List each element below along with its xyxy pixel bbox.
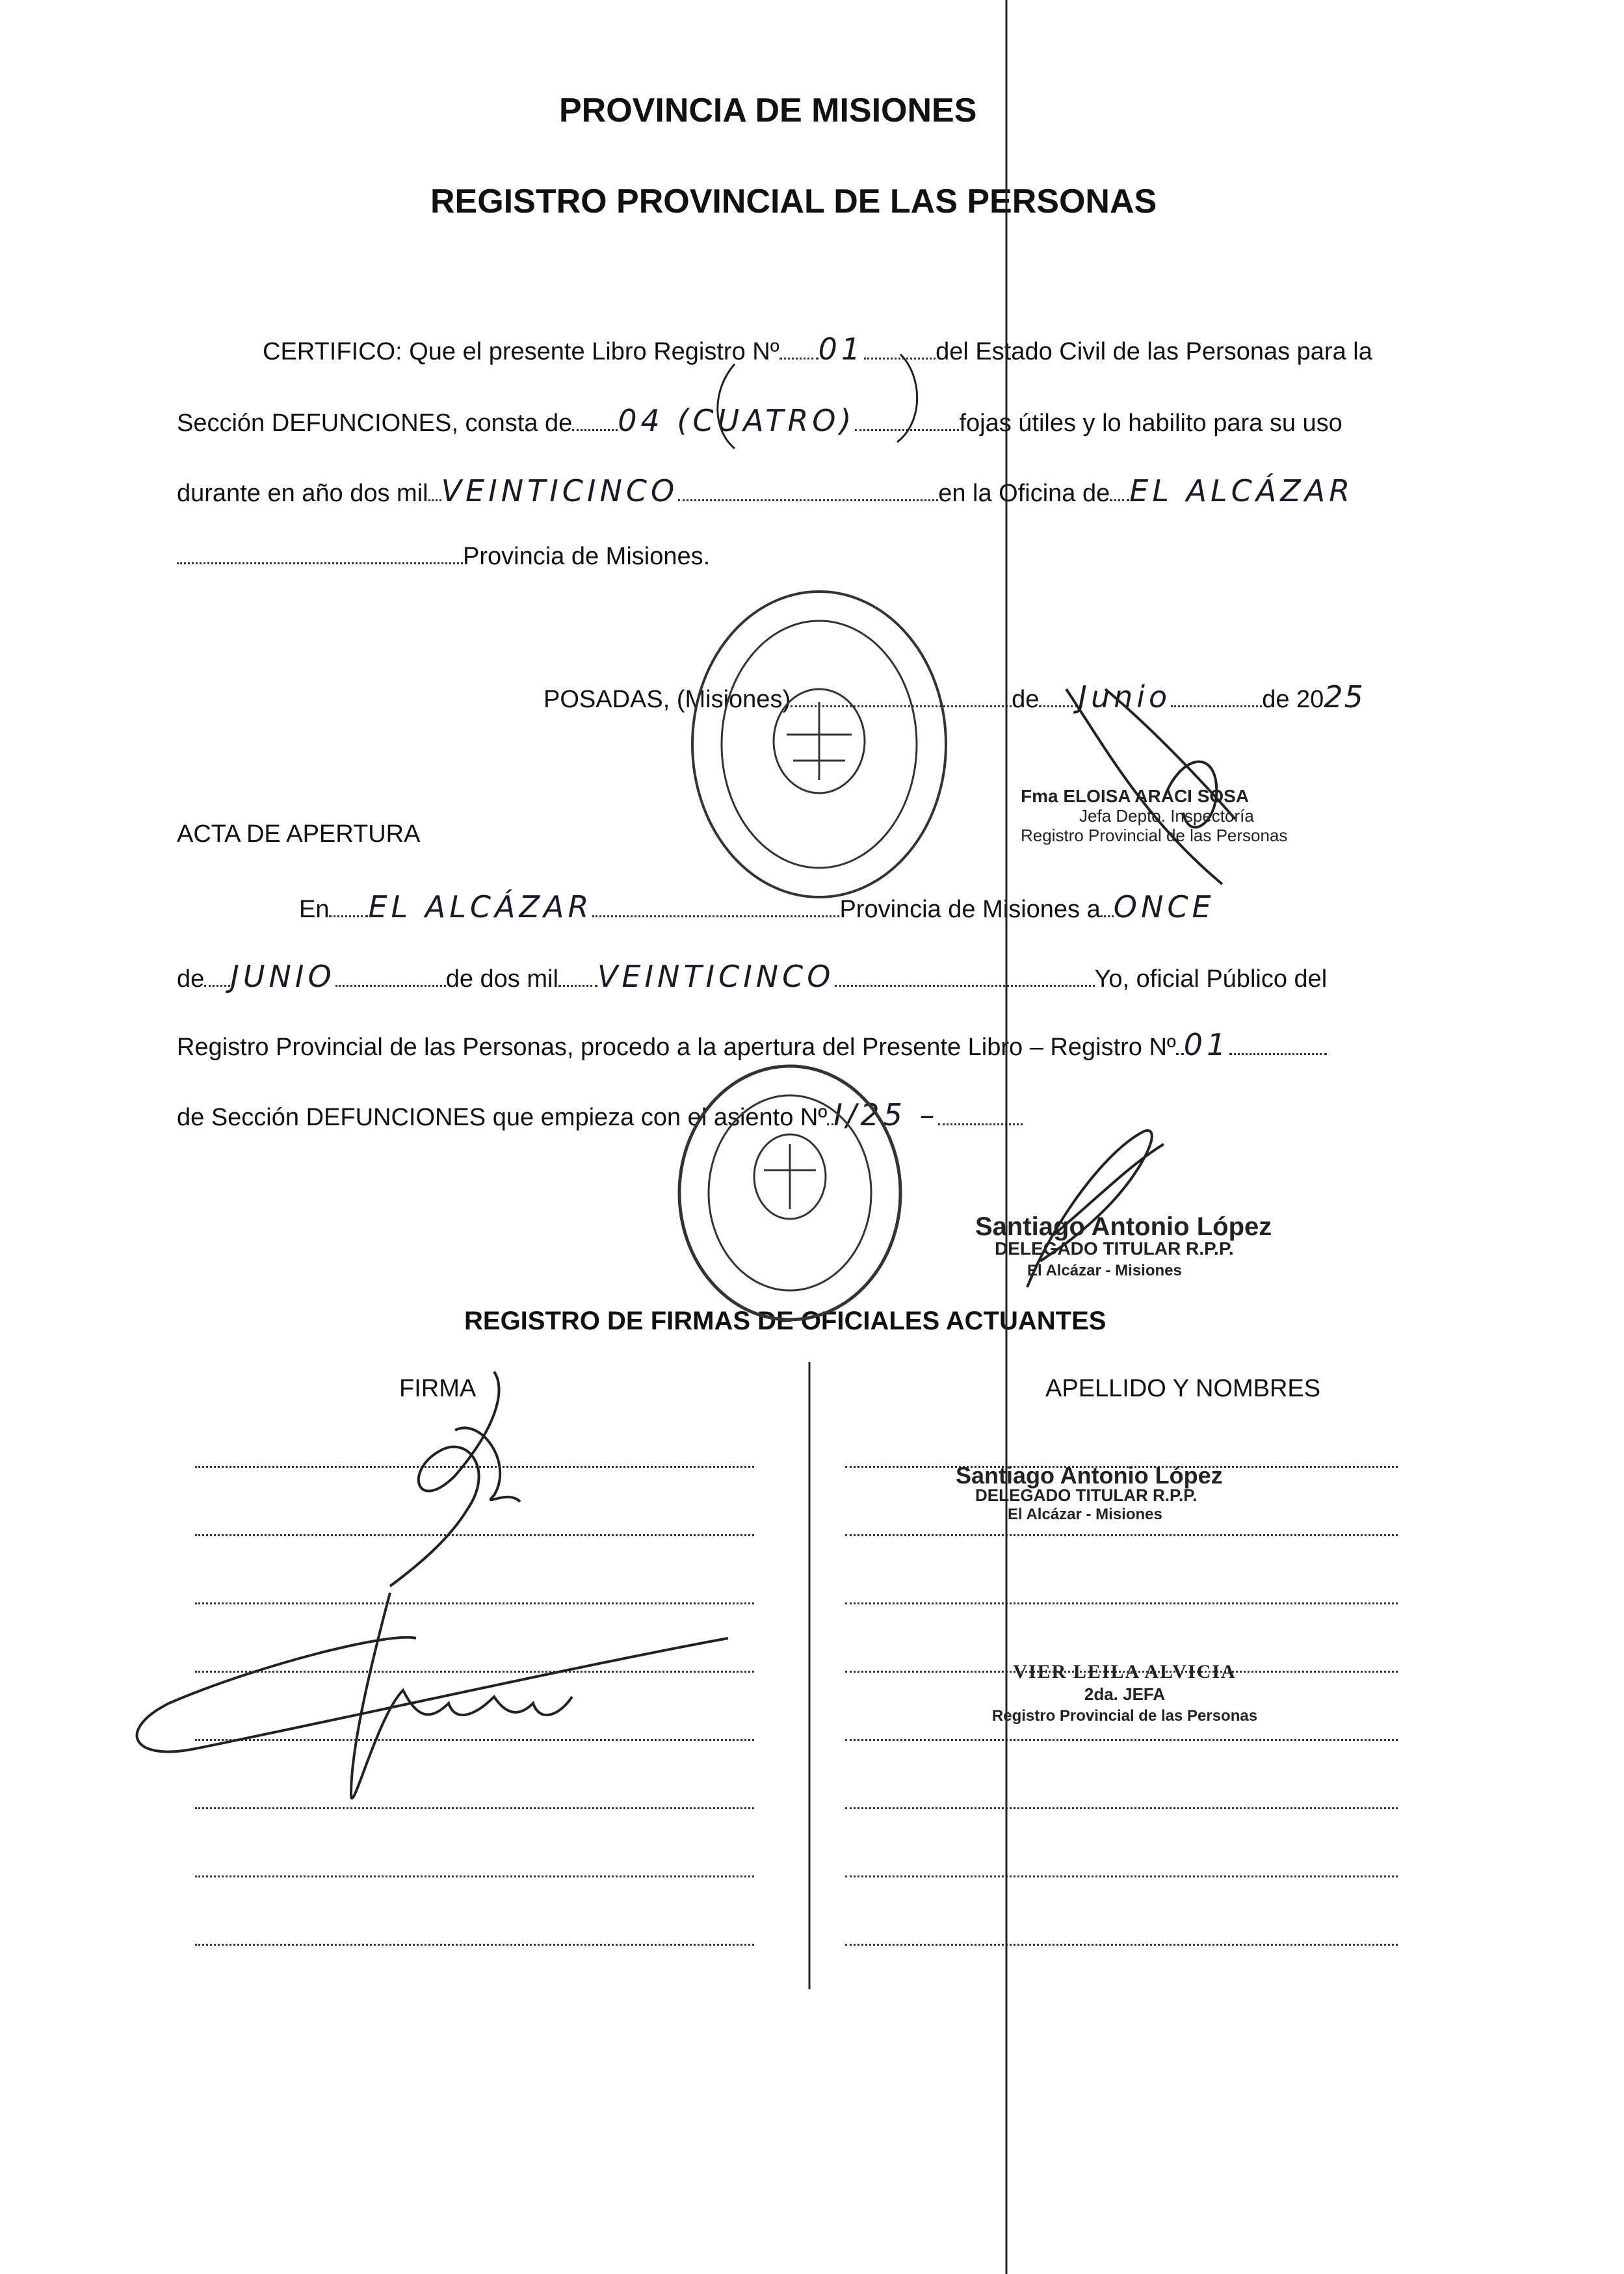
delegate-name: Santiago Antonio López: [975, 1212, 1272, 1241]
col-firma-header: FIRMA: [399, 1375, 477, 1402]
seal-top-icon: [692, 592, 946, 897]
approver-org: Registro Provincial de las Personas: [1021, 826, 1288, 845]
en-label: En: [299, 896, 330, 923]
acta-heading: ACTA DE APERTURA: [177, 820, 421, 848]
month-handwritten: Junio: [1078, 679, 1172, 714]
prov-label: Provincia de Misiones a: [839, 896, 1101, 923]
firma-signature-2-icon: [137, 1593, 728, 1798]
signatures-heading: REGISTRO DE FIRMAS DE OFICIALES ACTUANTES: [464, 1307, 1107, 1335]
delegate-role: DELEGADO TITULAR R.P.P.: [995, 1238, 1234, 1259]
de-label: de: [1012, 686, 1040, 713]
dos-mil-label: de dos mil: [445, 965, 558, 993]
firma-signature-1-icon: [390, 1372, 520, 1586]
place-label: POSADAS, (Misiones): [544, 686, 791, 713]
cert-text: en la Oficina de: [938, 480, 1110, 507]
acta-month-handwritten: JUNIO: [230, 959, 335, 994]
province-title: PROVINCIA DE MISIONES: [559, 92, 977, 129]
acta-book-handwritten: 01: [1183, 1027, 1230, 1062]
acta-day-handwritten: ONCE: [1113, 889, 1215, 924]
approver-signature-icon: [1066, 689, 1235, 884]
acta-place-handwritten: EL ALCÁZAR: [368, 889, 593, 924]
year-label: de 20: [1262, 686, 1324, 713]
entry-role: DELEGADO TITULAR R.P.P.: [975, 1485, 1198, 1505]
cert-text: Provincia de Misiones.: [463, 543, 711, 570]
entry-place: Registro Provincial de las Personas: [991, 1707, 1258, 1725]
cert-text: del Estado Civil de las Personas para la: [936, 338, 1372, 365]
delegate-signature-icon: [1027, 1130, 1164, 1287]
pages-handwritten: 04 (CUATRO): [618, 403, 856, 438]
entry-role: 2da. JEFA: [1084, 1684, 1166, 1704]
year-handwritten: VEINTICINCO: [441, 473, 679, 508]
yo-label: Yo, oficial Público del: [1094, 965, 1328, 993]
year-suffix-handwritten: 25: [1324, 679, 1365, 714]
acta-text: Registro Provincial de las Personas, procedo a la apertura del Presente Libro – Registro Nº: [177, 1034, 1176, 1061]
pages-bracket-icon: [718, 354, 917, 449]
acta-entry-handwritten: I/25 –: [833, 1097, 939, 1132]
delegate-place: El Alcázar - Misiones: [1027, 1262, 1182, 1279]
book-number-handwritten: 01: [818, 332, 865, 367]
entry-place: El Alcázar - Misiones: [1008, 1506, 1162, 1523]
approver-role: Jefa Depto. Inspectoría: [1079, 806, 1254, 826]
col-names-header: APELLIDO Y NOMBRES: [1045, 1375, 1321, 1402]
acta-text: de Sección DEFUNCIONES que empieza con el asiento Nº: [177, 1104, 828, 1131]
entry-name: Santiago Antonio López: [956, 1462, 1223, 1489]
cert-text: CERTIFICO: Que el presente Libro Registro Nº: [263, 338, 779, 365]
seal-bottom-icon: [679, 1066, 900, 1320]
de-label: de: [177, 965, 205, 993]
office-handwritten: EL ALCÁZAR: [1129, 473, 1354, 508]
cert-text: fojas útiles y lo habilito para su uso: [959, 410, 1342, 437]
cert-text: durante en año dos mil: [177, 480, 428, 507]
entry-name: VIER LEILA ALVICIA: [1013, 1661, 1237, 1682]
cert-text: Sección DEFUNCIONES, consta de: [177, 410, 573, 437]
acta-year-handwritten: VEINTICINCO: [597, 959, 835, 994]
registry-title: REGISTRO PROVINCIAL DE LAS PERSONAS: [430, 183, 1157, 220]
approver-name: Fma ELOISA ARACI SOSA: [1021, 786, 1250, 806]
